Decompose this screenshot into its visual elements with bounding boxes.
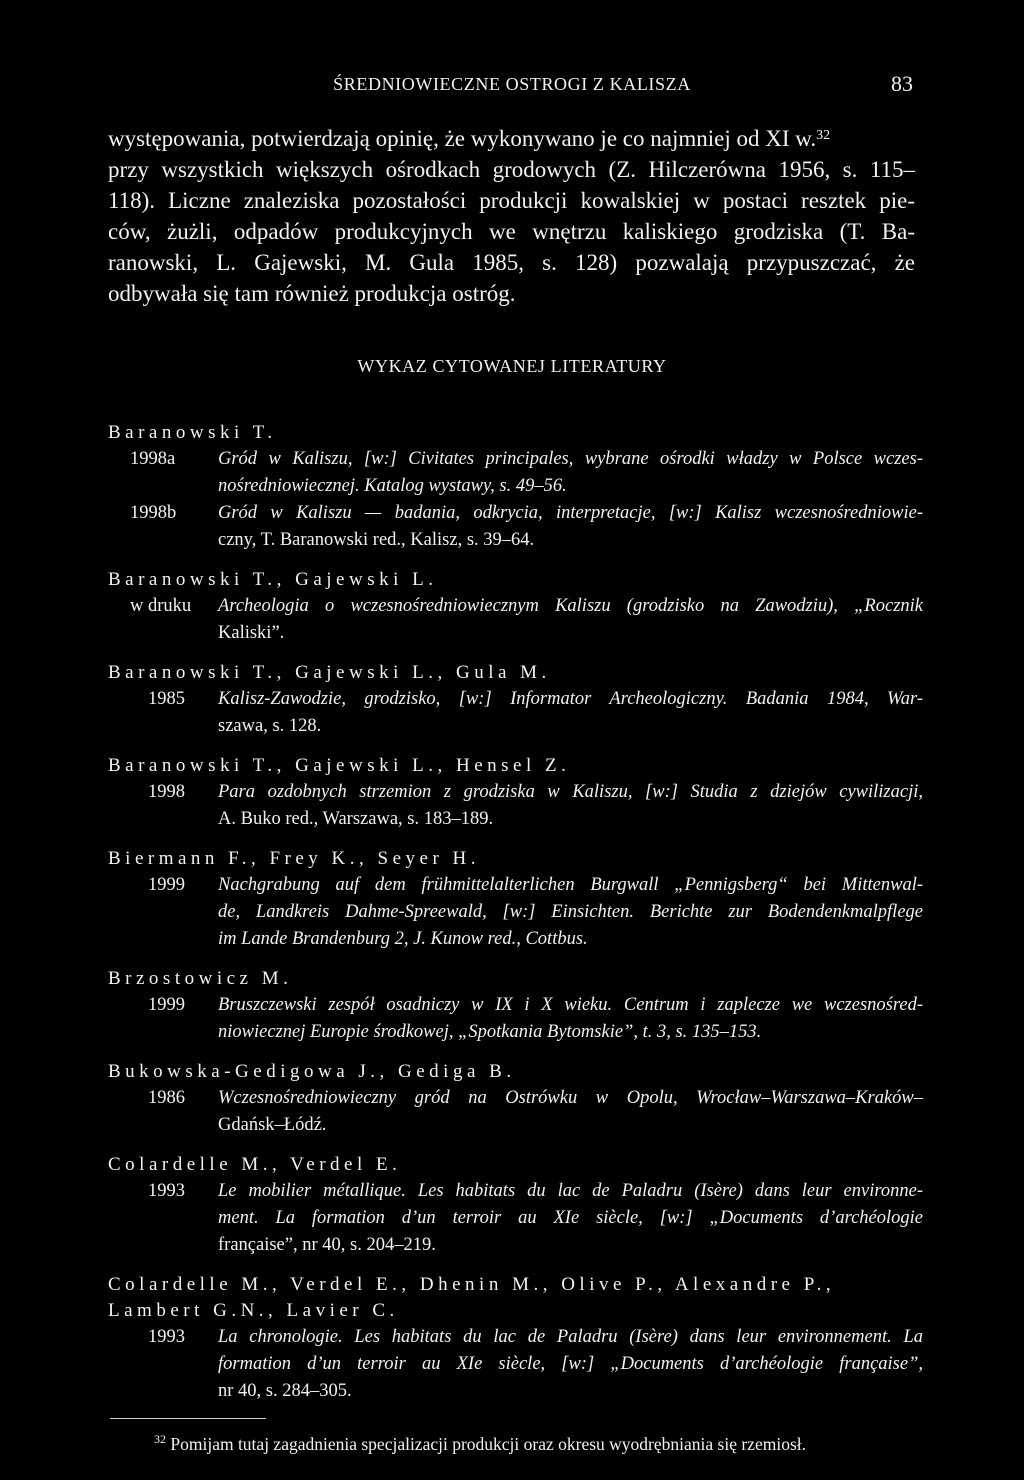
body-line: występowania, potwierdzają opinię, że wykonywano je co najmniej od XI w.$^{32}$ (108, 126, 831, 151)
bib-year: 1998 (148, 782, 185, 802)
bib-text: Archeologia o wczesnośredniowiecznym Kaliszu (grodzisko na Zawodziu), „Rocznik Kaliski”. (218, 596, 923, 643)
bib-year: 1999 (148, 875, 185, 895)
bib-author: Baranowski T. (108, 422, 277, 443)
bib-text: Bruszczewski zespół osadniczy w IX i X wieku. Centrum i zaplecze we wczesnośred- niowiecznej Europie środkowej, „Spotkania Bytomskie”, t. 3, s. 135–153. (218, 995, 923, 1042)
body-line: ców, żużli, odpadów produkcyjnych we wnętrzu kaliskiego grodziska (T. Ba- (108, 219, 915, 244)
bib-item (108, 779, 923, 833)
bib-entry (108, 753, 923, 833)
body-line: 118). Liczne znaleziska pozostałości produkcji kowalskiej w postaci resztek pie- (108, 188, 915, 213)
footnote (154, 1434, 806, 1455)
bib-text: Wczesnośredniowieczny gród na Ostrówku w Opolu, Wrocław–Warszawa–Kraków– Gdańsk–Łódź. (218, 1088, 923, 1135)
bib-author: Biermann F., Frey K., Seyer H. (108, 848, 480, 869)
bib-item (108, 992, 923, 1046)
bib-text: Nachgrabung auf dem frühmittelalterlichen Burgwall „Pennigsberg“ bei Mittenwal- de, Landkreis Dahme-Spreewald, [w:] Einsichten. Berichte zur Bodendenkmalpflege im Lande Brandenburg 2, J. Kunow red., Cottbus. (218, 875, 923, 949)
bib-text: La chronologie. Les habitats du lac de Paladru (Isère) dans leur environnement. La formation d’un terroir au XIe siècle, [w:] „Documents d’archéologie française”, nr 40, s. 284–305. (218, 1327, 923, 1401)
footnote-number: 32 (154, 1432, 166, 1446)
bib-year: 1993 (148, 1181, 185, 1201)
bib-entry (108, 1059, 923, 1139)
bib-text: Para ozdobnych strzemion z grodziska w Kaliszu, [w:] Studia z dziejów cywilizacji, A. Buko red., Warszawa, s. 183–189. (218, 782, 923, 829)
running-head (0, 71, 1024, 104)
bib-author: Baranowski T., Gajewski L., Gula M. (108, 662, 551, 683)
bib-entry (108, 1272, 923, 1405)
bib-entry (108, 420, 923, 554)
bibliography (108, 420, 923, 1418)
bib-text: Gród w Kaliszu, [w:] Civitates principales, wybrane ośrodki władzy w Polsce wczes- nośredniowiecznej. Katalog wystawy, s. 49–56. (218, 449, 923, 496)
page-number: 83 (891, 71, 913, 96)
bib-author: Lambert G.N., Lavier C. (108, 1300, 399, 1321)
footnote-text: Pomijam tutaj zagadnienia specjalizacji produkcji oraz okresu wyodrębniania się rzemiosł. (170, 1434, 806, 1454)
bib-item (108, 500, 923, 554)
bib-item (108, 686, 923, 740)
body-line: ranowski, L. Gajewski, M. Gula 1985, s. 128) pozwalają przypuszczać, że (108, 250, 915, 275)
bib-text: Le mobilier métallique. Les habitats du lac de Paladru (Isère) dans leur environne- ment. La formation d’un terroir au XIe siècle, [w:] „Documents d’archéologie française”, nr 40, s. 204–219. (218, 1181, 923, 1255)
footnote-reference[interactable]: 32 (816, 128, 831, 143)
bib-year: 1986 (148, 1088, 185, 1108)
bib-year: 1993 (148, 1327, 185, 1347)
bib-item (108, 593, 923, 647)
bib-entry (108, 1152, 923, 1259)
bib-author: Colardelle M., Verdel E. (108, 1154, 402, 1175)
body-line: przy wszystkich większych ośrodkach grodowych (Z. Hilczerówna 1956, s. 115– (108, 157, 915, 182)
body-paragraph (108, 123, 915, 309)
bib-author: Brzostowicz M. (108, 968, 293, 989)
bib-year: w druku (130, 596, 192, 616)
bib-year: 1999 (148, 995, 185, 1015)
bib-entry (108, 660, 923, 740)
bib-text: Gród w Kaliszu — badania, odkrycia, interpretacje, [w:] Kalisz wczesnośredniowie- czny, T. Baranowski red., Kalisz, s. 39–64. (218, 503, 923, 550)
bib-year: 1998b (130, 503, 177, 523)
bib-item (108, 1324, 923, 1405)
bib-item (108, 1178, 923, 1259)
bib-year: 1985 (148, 689, 185, 709)
running-title: ŚREDNIOWIECZNE OSTROGI Z KALISZA (333, 74, 691, 94)
bib-year: 1998a (130, 449, 176, 469)
bib-entry (108, 567, 923, 647)
bib-author: Bukowska-Gedigowa J., Gediga B. (108, 1061, 516, 1082)
bib-item (108, 872, 923, 953)
bib-author: Colardelle M., Verdel E., Dhenin M., Olive P., Alexandre P., (108, 1274, 836, 1295)
section-heading: WYKAZ CYTOWANEJ LITERATURY (357, 356, 667, 376)
bib-entry (108, 966, 923, 1046)
footnote-rule (110, 1418, 266, 1419)
bib-text: Kalisz-Zawodzie, grodzisko, [w:] Informator Archeologiczny. Badania 1984, War- szawa, s. 128. (218, 689, 923, 736)
body-line: odbywała się tam również produkcja ostróg. (108, 281, 516, 306)
bib-entry (108, 846, 923, 953)
bib-item (108, 1085, 923, 1139)
bib-item (108, 446, 923, 500)
bib-author: Baranowski T., Gajewski L., Hensel Z. (108, 755, 571, 776)
bib-author: Baranowski T., Gajewski L. (108, 569, 438, 590)
